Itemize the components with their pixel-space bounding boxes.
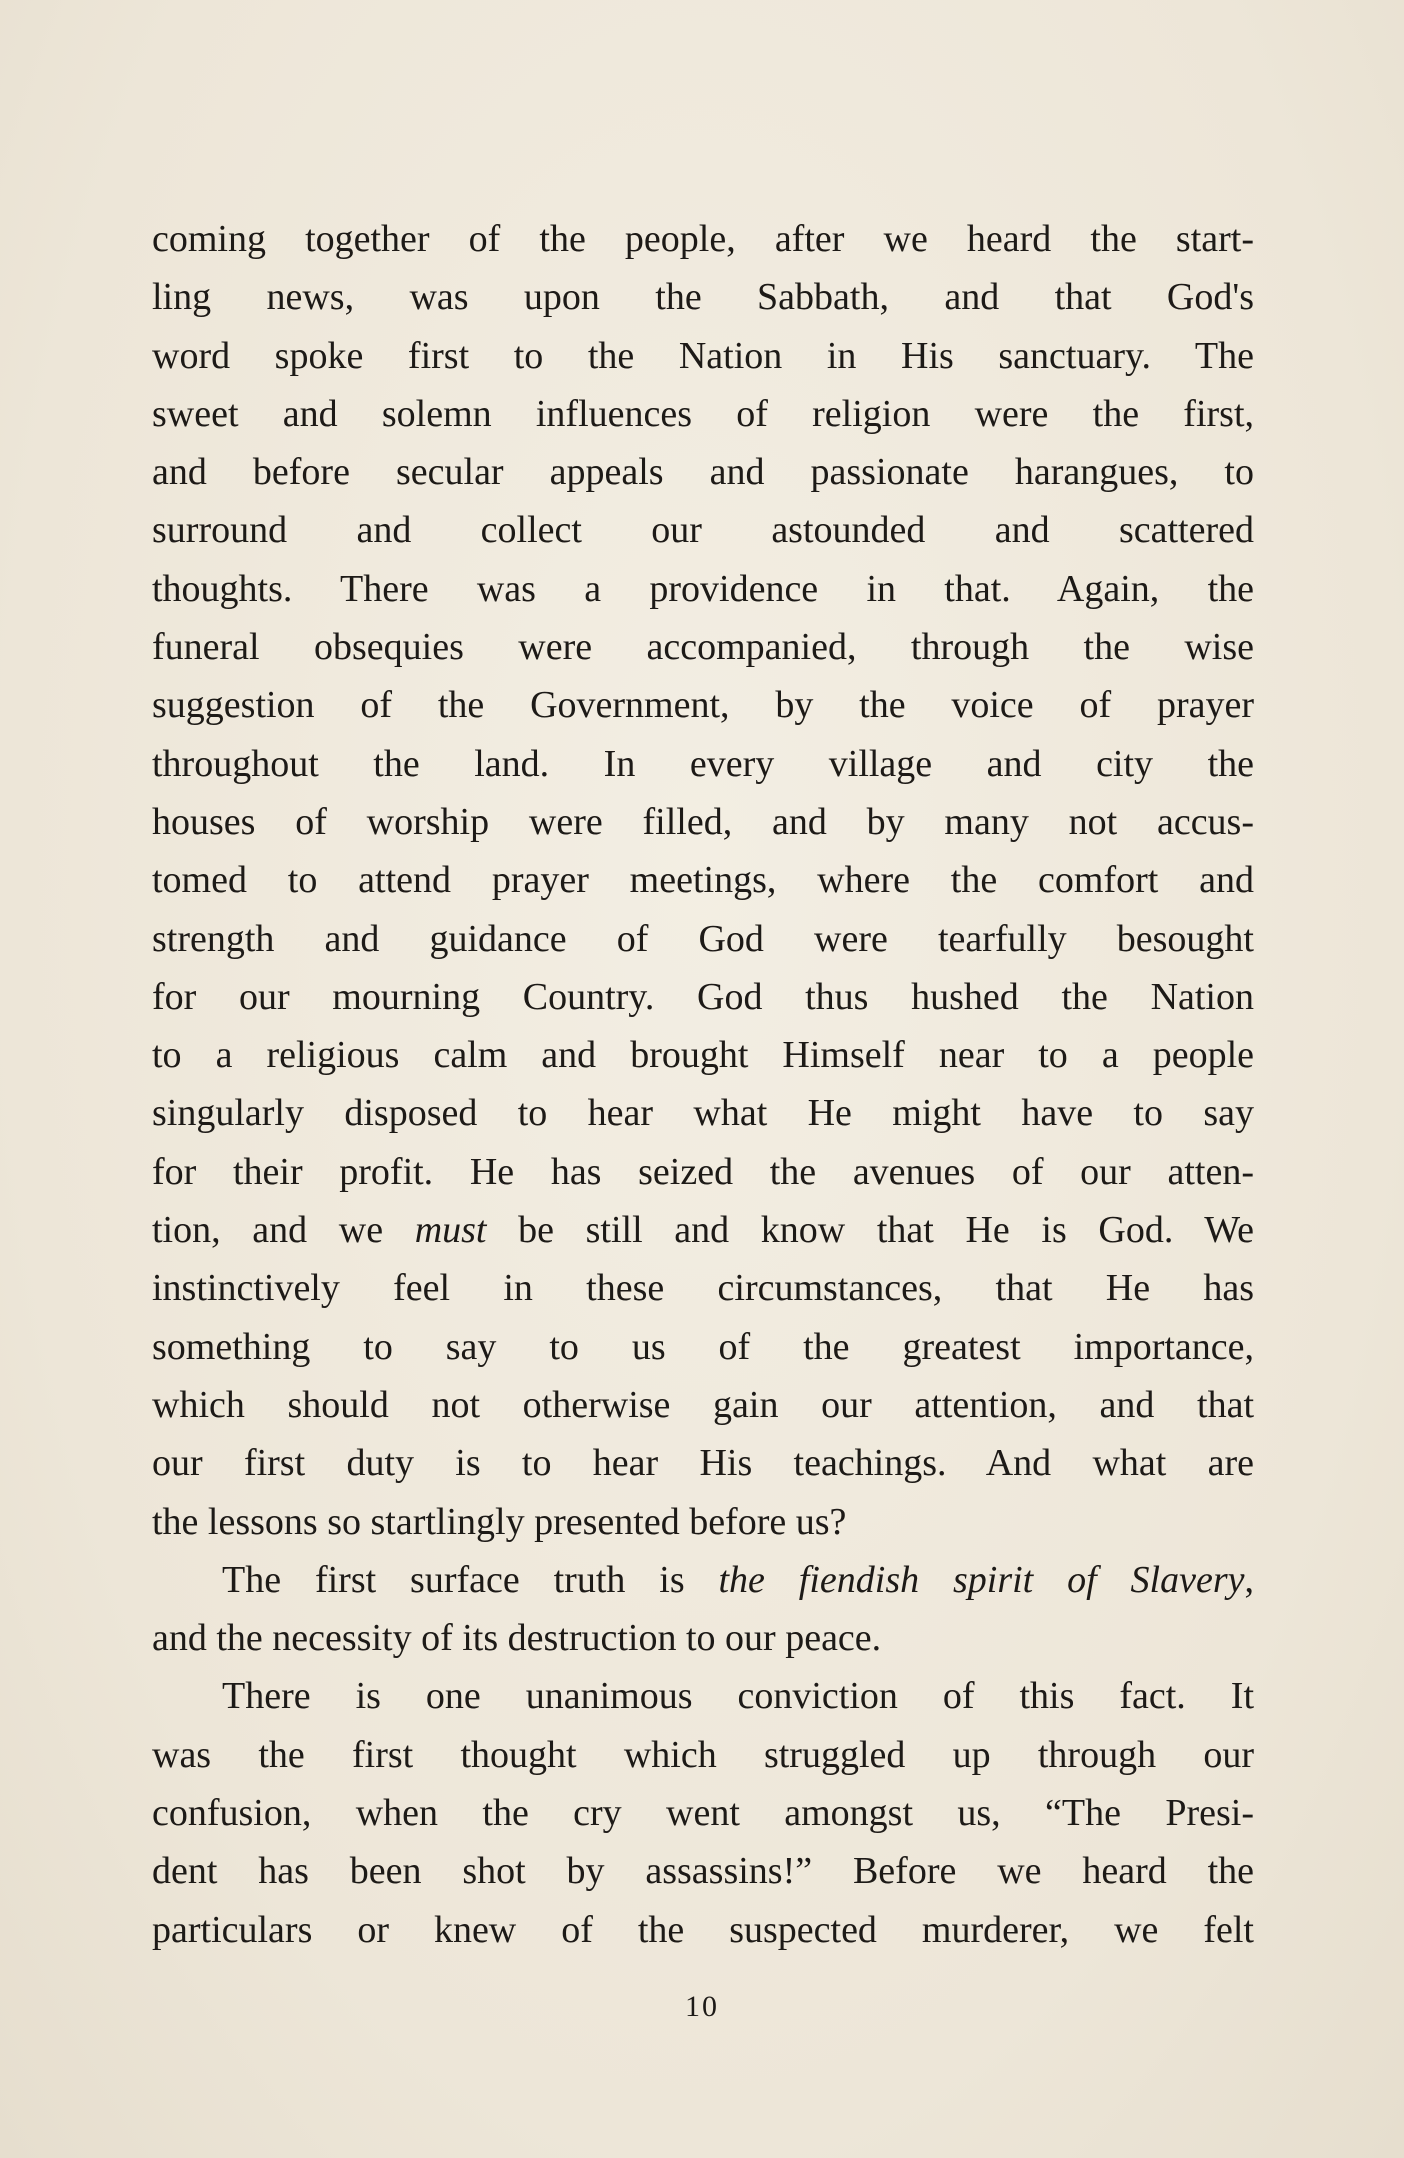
text-line: for their profit. He has seized the avenues of our atten- (152, 1150, 1254, 1193)
text-line: sweet and solemn influences of religion were the first, (152, 392, 1254, 435)
text-line: the lessons so startlingly presented before us? (152, 1500, 847, 1543)
text-line: ling news, was upon the Sabbath, and that God's (152, 276, 1254, 319)
body-text (152, 210, 1254, 1959)
text-line: instinctively feel in these circumstances, that He has (152, 1267, 1254, 1310)
text-segment: tion, and we (152, 1209, 415, 1252)
text-line: singularly disposed to hear what He might have to say (152, 1092, 1254, 1135)
text-line: coming together of the people, after we heard the start- (152, 218, 1254, 260)
text-line: houses of worship were filled, and by many not accus- (152, 800, 1254, 843)
text-line-emphasis (152, 1551, 1254, 1609)
text-line: and the necessity of its destruction to our peace. (152, 1617, 882, 1660)
text-line: strength and guidance of God were tearfully besought (152, 917, 1254, 960)
text-line: suggestion of the Government, by the voice of prayer (152, 684, 1254, 727)
text-line: surround and collect our astounded and scattered (152, 509, 1254, 552)
text-line: There is one unanimous conviction of this fact. It (222, 1675, 1254, 1718)
text-line: dent has been shot by assassins!” Before we heard the (152, 1850, 1254, 1893)
text-line: and before secular appeals and passionate harangues, to (152, 451, 1254, 494)
text-line: word spoke first to the Nation in His sanctuary. The (152, 334, 1254, 377)
text-line: thoughts. There was a providence in that. Again, the (152, 567, 1254, 610)
text-line: our first duty is to hear His teachings. And what are (152, 1442, 1254, 1485)
text-line: particulars or knew of the suspected murderer, we felt (152, 1908, 1254, 1951)
text-segment: The first surface truth is (222, 1558, 719, 1601)
italic-phrase: the fiendish spirit of Slavery (718, 1558, 1245, 1601)
text-line: something to say to us of the greatest importance, (152, 1325, 1254, 1368)
text-line-emphasis (152, 1201, 1254, 1259)
text-line: was the first thought which struggled up through our (152, 1733, 1254, 1776)
page-number: 10 (685, 1990, 719, 2023)
text-line: to a religious calm and brought Himself near to a people (152, 1034, 1254, 1077)
text-line: funeral obsequies were accompanied, through the wise (152, 626, 1254, 669)
text-segment: be still and know that He is God. We (486, 1209, 1254, 1252)
text-line: confusion, when the cry went amongst us, “The Presi- (152, 1792, 1254, 1835)
text-line: tomed to attend prayer meetings, where the comfort and (152, 859, 1254, 902)
text-segment: , (1244, 1558, 1254, 1601)
text-line: for our mourning Country. God thus hushed the Nation (152, 975, 1254, 1018)
text-line: throughout the land. In every village and city the (152, 742, 1254, 785)
text-line: which should not otherwise gain our attention, and that (152, 1383, 1254, 1426)
italic-word: must (414, 1209, 487, 1252)
